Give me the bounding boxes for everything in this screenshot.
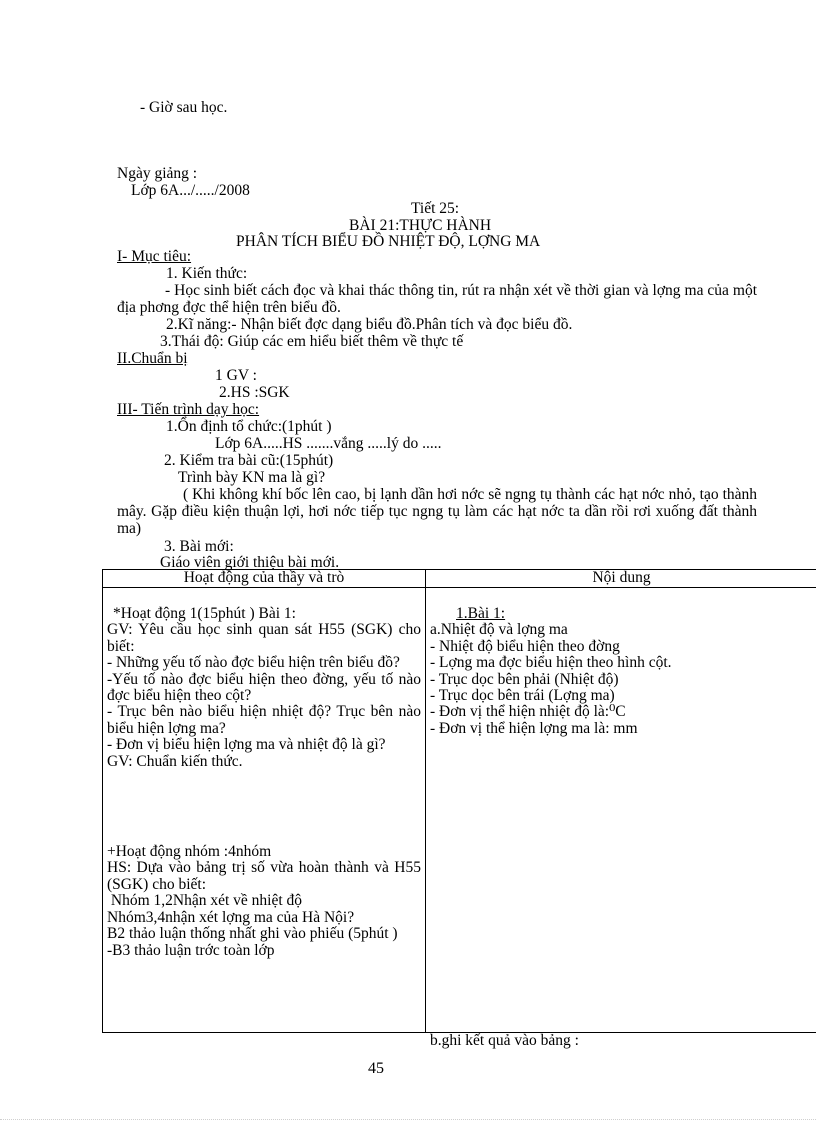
previous-note: - Giờ sau học. [140, 99, 228, 116]
activity-line: GV: Yêu cầu học sinh quan sát H55 (SGK) cho biết: [107, 621, 421, 655]
tiet-number: Tiết 25: [411, 200, 460, 217]
group-activity-line: Nhóm 1,2Nhận xét về nhiệt độ [107, 892, 303, 910]
content-line: a.Nhiệt độ và lợng ma [430, 621, 568, 639]
content-cell [426, 588, 816, 1049]
on-dinh: 1.Ổn định tổ chức:(1phút ) [166, 418, 332, 435]
content-line: - Lợng ma đợc biểu hiện theo hình cột. [430, 654, 672, 672]
activity-line: - Những yếu tố nào đợc biểu hiện trên biểu đồ? [107, 654, 400, 672]
bai-1-heading: 1.Bài 1: [456, 605, 506, 622]
lesson-title: PHÂN TÍCH BIỂU ĐỒ NHIỆT ĐỘ, LỢNG MA [236, 233, 541, 250]
chuan-bi-hs: 2.HS :SGK [219, 384, 290, 401]
activity-line: GV: Chuẩn kiến thức. [107, 752, 243, 770]
column-header-content: Nội dung [426, 570, 816, 588]
tra-loi: ( Khi không khí bốc lên cao, bị lạnh dần hơi nớc sẽ ngng tụ thành các hạt nớc nhỏ, tạo thành mây. Gặp điều kiện thuận lợi, hơi nớc tiếp tục ngng tụ làm các hạt nớc ta dần rồi rơi xuống đất thành ma) [117, 486, 757, 537]
gioi-thieu: Giáo viên giới thiệu bài mới. [160, 554, 340, 571]
lop-date: Lớp 6A.../...../2008 [131, 182, 250, 199]
content-line: - Nhiệt độ biểu hiện theo đờng [430, 637, 620, 655]
ki-nang: 2.Kĩ năng:- Nhận biết đợc dạng biểu đồ.Phân tích và đọc biểu đồ. [166, 316, 573, 333]
group-activity-line: Nhóm3,4nhận xét lợng ma của Hà Nội? [107, 908, 355, 926]
group-activity-line: +Hoạt động nhóm :4nhóm [107, 843, 272, 861]
content-line: - Trục dọc bên trái (Lợng ma) [430, 687, 615, 705]
group-activity-line: -B3 thảo luận trớc toàn lớp [107, 941, 275, 959]
section-tien-trinh: III- Tiến trình dạy học: [117, 401, 260, 418]
lesson-table [102, 569, 816, 1049]
page-bottom-divider [0, 1119, 816, 1120]
lesson-number: BÀI 21:THỰC HÀNH [349, 217, 492, 234]
lop-attendance: Lớp 6A.....HS .......vắng .....lý do ..... [215, 435, 442, 452]
group-activity-line: HS: Dựa vào bảng trị số vừa hoàn thành và H55 (SGK) cho biết: [107, 859, 421, 893]
activity-line: - Trục bên nào biểu hiện nhiệt độ? Trục bên nào biểu hiện lợng ma? [107, 703, 421, 737]
chuan-bi-gv: 1 GV : [215, 367, 257, 384]
thai-do: 3.Thái độ: Giúp các em hiểu biết thêm về thực tế [160, 333, 464, 350]
results-line: b.ghi kết quả vào bảng : [430, 1032, 579, 1049]
cau-hoi: Trình bày KN ma là gì? [178, 469, 326, 486]
activities-cell [103, 588, 426, 1033]
content-line: - Trục dọc bên phải (Nhiệt độ) [430, 670, 619, 688]
ngay-giang: Ngày giảng : [117, 165, 198, 182]
kien-thuc-label: 1. Kiến thức: [166, 265, 248, 282]
section-chuan-bi: II.Chuẩn bị [117, 350, 188, 367]
section-muc-tieu: I- Mục tiêu: [117, 248, 192, 265]
activity-line: - Đơn vị biểu hiện lợng ma và nhiệt độ là gì? [107, 736, 386, 754]
group-activity-line: B2 thảo luận thống nhất ghi vào phiếu (5phút ) [107, 925, 398, 943]
column-header-activities: Hoạt động của thầy và trò [103, 570, 426, 588]
kien-thuc-text: - Học sinh biết cách đọc và khai thác thông tin, rút ra nhận xét về thời gian và lợng ma của một địa phơng đợc thể hiện trên biểu đồ. [117, 282, 757, 316]
content-line: - Đơn vị thể hiện lợng ma là: mm [430, 719, 638, 737]
content-line: - Đơn vị thể hiện nhiệt độ là:⁰C [430, 703, 626, 721]
bai-moi: 3. Bài mới: [164, 538, 234, 555]
activity-line: *Hoạt động 1(15phút ) Bài 1: [113, 605, 296, 622]
activity-line: -Yếu tố nào đợc biểu hiện theo đờng, yếu tố nào đợc biểu hiện theo cột? [107, 670, 421, 705]
page-number: 45 [368, 1060, 384, 1077]
kiem-tra: 2. Kiểm tra bài cũ:(15phút) [164, 452, 334, 469]
